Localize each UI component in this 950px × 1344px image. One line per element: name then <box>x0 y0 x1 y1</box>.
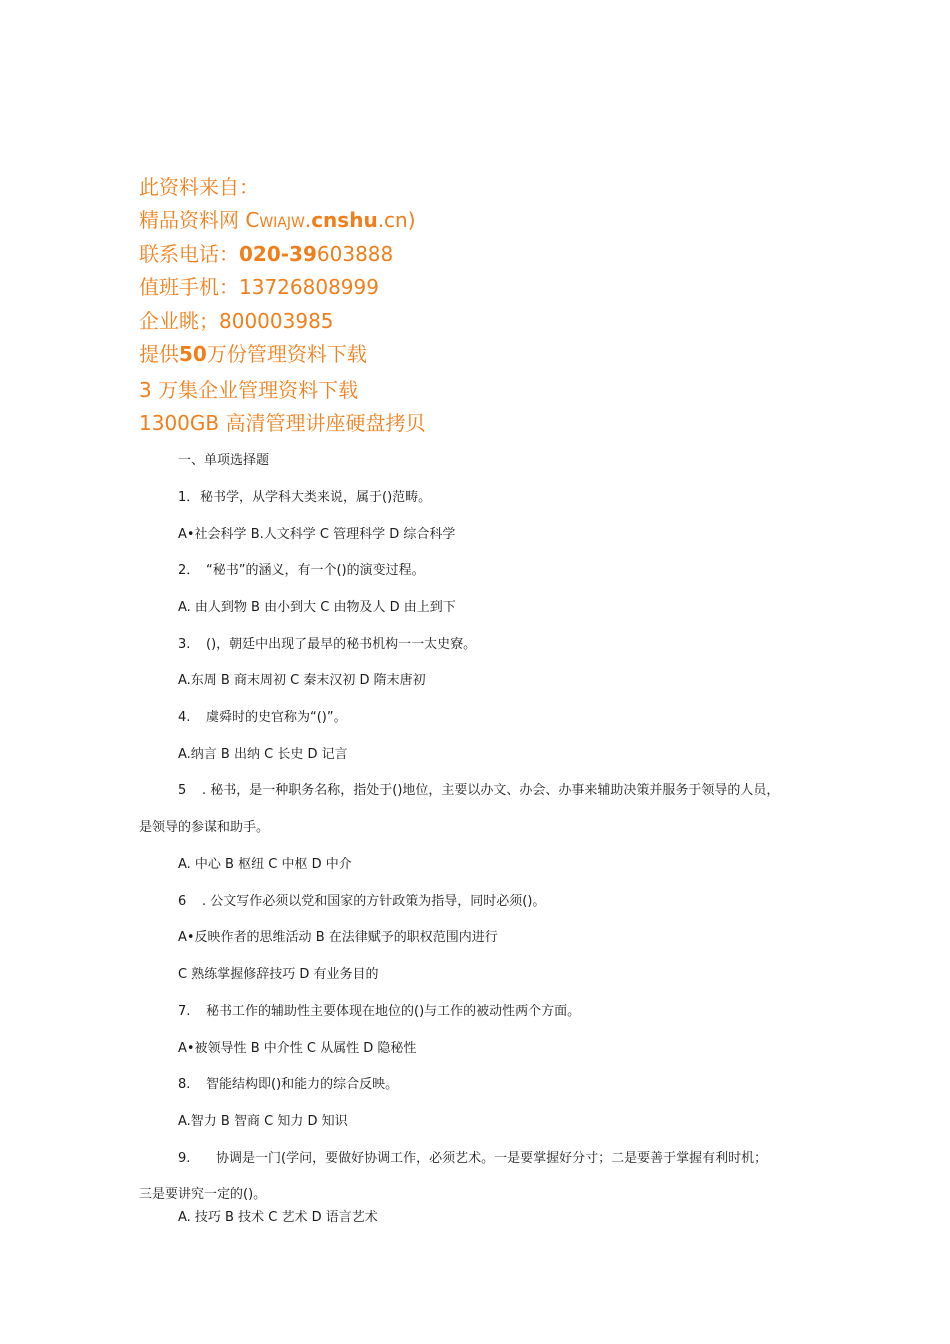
promo-mobile-line: 值班手机：13726808999 <box>139 275 379 299</box>
question-5-options: A. 中心 B 枢纽 C 中枢 D 中介 <box>178 857 352 872</box>
question-6-options-continued: C 熟练掌握修辞技巧 D 有业务目的 <box>178 967 379 982</box>
promo-phone-line: 联系电话：020-39603888 <box>139 242 394 266</box>
question-7: 7. 秘书工作的辅助性主要体现在地位的()与工作的被动性两个方面。 <box>178 1004 581 1019</box>
question-9: 9. 协调是一门(学问，要做好协调工作，必须艺术。一是要掌握好分寸；二是要善于掌握有利时机； <box>178 1151 768 1166</box>
section-title: 一、单项选择题 <box>178 453 270 468</box>
promo-source-label: 此资料来自： <box>139 175 259 199</box>
question-5-continued: 是领导的参谋和助手。 <box>139 820 270 835</box>
question-2-options: A. 由人到物 B 由小到大 C 由物及人 D 由上到下 <box>178 600 456 615</box>
question-9-options: A. 技巧 B 技术 C 艺术 D 语言艺术 <box>178 1210 378 1225</box>
promo-site-line: 精品资料网 Cwiajw.cnshu.cn) <box>139 208 416 232</box>
question-4-options: A.纳言 B 出纳 C 长史 D 记言 <box>178 747 348 762</box>
question-2: 2． “秘书”的涵义，有一个()的演变过程。 <box>178 563 425 578</box>
question-1: 1．秘书学，从学科大类来说，属于()范畴。 <box>178 490 432 505</box>
promo-offer-line: 提供50万份管理资料下载 <box>139 342 367 366</box>
question-5: 5 . 秘书，是一种职务名称，指处于()地位，主要以办文、办会、办事来辅助决策并服务于领导的人员， <box>178 783 780 798</box>
promo-lecture-line: 1300GB 高清管理讲座硬盘拷贝 <box>139 411 426 435</box>
question-1-options: A•社会科学 B.人文科学 C 管理科学 D 综合科学 <box>178 527 456 542</box>
question-7-options: A•被领导性 B 中介性 C 从属性 D 隐秘性 <box>178 1041 417 1056</box>
promo-collection-line: 3 万集企业管理资料下载 <box>139 378 359 402</box>
question-4: 4. 虞舜时的史官称为“()”。 <box>178 710 347 725</box>
question-3: 3. ()，朝廷中出现了最早的秘书机构一一太史寮。 <box>178 637 477 652</box>
question-8: 8. 智能结构即()和能力的综合反映。 <box>178 1077 399 1092</box>
question-9-continued: 三是要讲究一定的()。 <box>139 1187 267 1202</box>
question-8-options: A.智力 B 智商 C 知力 D 知识 <box>178 1114 348 1129</box>
question-6: 6 . 公文写作必须以党和国家的方针政策为指导，同时必须()。 <box>178 894 546 909</box>
promo-qq-line: 企业眺；800003985 <box>139 309 334 333</box>
question-6-options: A•反映作者的思维活动 B 在法律赋予的职权范围内进行 <box>178 930 498 945</box>
question-3-options: A.东周 B 商末周初 C 秦末汉初 D 隋末唐初 <box>178 673 426 688</box>
